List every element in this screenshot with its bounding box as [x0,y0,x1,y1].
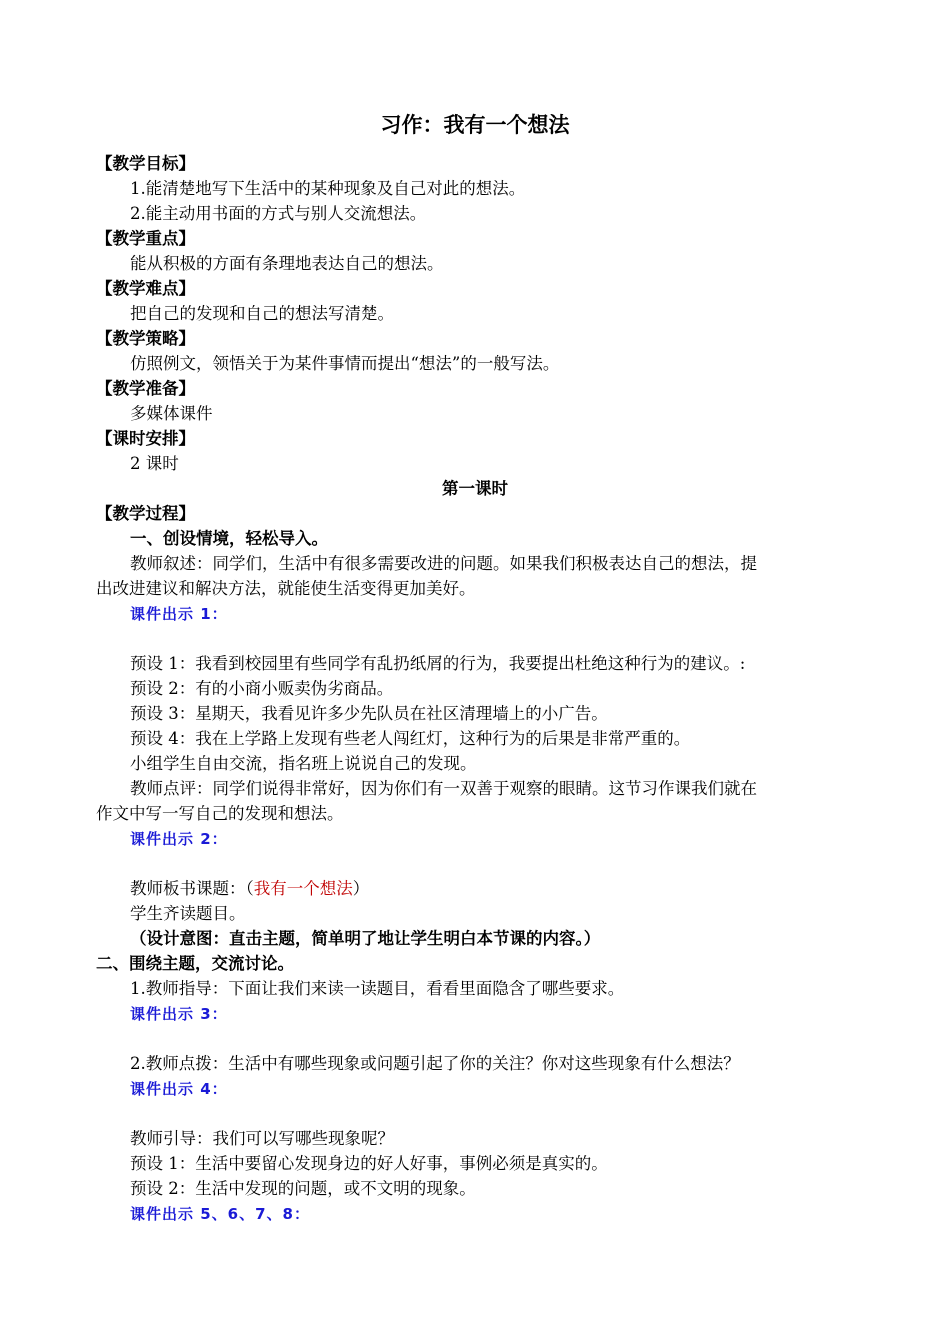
strategy-text: 仿照例文，领悟关于为某件事情而提出“想法”的一般写法。 [130,354,560,373]
lesson-heading: 第一课时 [442,479,508,498]
goal-item-1: 1.能清楚地写下生活中的某种现象及自己对此的想法。 [130,179,526,198]
guide-1: 1.教师指导：下面让我们来读一读题目，看看里面隐含了哪些要求。 [130,979,625,998]
strategy-heading: 【教学策略】 [96,329,195,348]
narration-line-2: 出改进建议和解决方法，就能使生活变得更加美好。 [96,579,476,598]
prep-heading: 【教学准备】 [96,379,195,398]
courseware-2: 课件出示 2： [130,830,228,848]
design-intent: （设计意图：直击主题，简单明了地让学生明白本节课的内容。） [130,929,601,948]
key-text: 能从积极的方面有条理地表达自己的想法。 [130,254,444,273]
guide-2: 2.教师点拨：生活中有哪些现象或问题引起了你的关注？你对这些现象有什么想法？ [130,1054,740,1073]
read-title: 学生齐读题目。 [130,904,246,923]
goal-item-2: 2.能主动用书面的方式与别人交流想法。 [130,204,427,223]
process-preset-2: 预设 2：生活中发现的问题，或不文明的现象。 [130,1179,476,1198]
comment-line-2: 作文中写一写自己的发现和想法。 [96,804,344,823]
difficulty-text: 把自己的发现和自己的想法写清楚。 [130,304,394,323]
section-2-heading: 二、围绕主题，交流讨论。 [96,954,294,973]
courseware-3: 课件出示 3： [130,1005,228,1023]
difficulty-heading: 【教学难点】 [96,279,195,298]
narration-line-1: 教师叙述：同学们，生活中有很多需要改进的问题。如果我们积极表达自己的想法，提 [130,554,757,573]
section-1-heading: 一、创设情境，轻松导入。 [130,529,328,548]
courseware-4: 课件出示 4： [130,1080,228,1098]
process-preset-1: 预设 1：生活中要留心发现身边的好人好事，事例必须是真实的。 [130,1154,608,1173]
process-heading: 【教学过程】 [96,504,195,523]
preset-1: 预设 1：我看到校园里有些同学有乱扔纸屑的行为，我要提出杜绝这种行为的建议。: [130,654,746,673]
goal-heading: 【教学目标】 [96,154,195,173]
board-topic: 我有一个想法 [253,879,353,898]
schedule-heading: 【课时安排】 [96,429,195,448]
preset-4: 预设 4：我在上学路上发现有些老人闯红灯，这种行为的后果是非常严重的。 [130,729,691,748]
board-suffix: ） [352,879,370,898]
comment-line-1: 教师点评：同学们说得非常好，因为你们有一双善于观察的眼睛。这节习作课我们就在 [130,779,757,798]
prep-text: 多媒体课件 [130,404,213,423]
preset-2: 预设 2：有的小商小贩卖伪劣商品。 [130,679,394,698]
key-heading: 【教学重点】 [96,229,195,248]
teacher-lead: 教师引导：我们可以写哪些现象呢？ [130,1129,394,1148]
courseware-1: 课件出示 1： [130,605,228,623]
board-prefix: 教师板书课题：（ [130,879,254,898]
courseware-5-8: 课件出示 5、6、7、8： [130,1205,310,1223]
group-discussion: 小组学生自由交流，指名班上说说自己的发现。 [130,754,477,773]
board-topic-line [130,877,369,901]
schedule-text: 2 课时 [130,454,179,473]
page-title: 习作：我有一个想法 [380,112,570,137]
preset-3: 预设 3：星期天，我看见许多少先队员在社区清理墙上的小广告。 [130,704,608,723]
